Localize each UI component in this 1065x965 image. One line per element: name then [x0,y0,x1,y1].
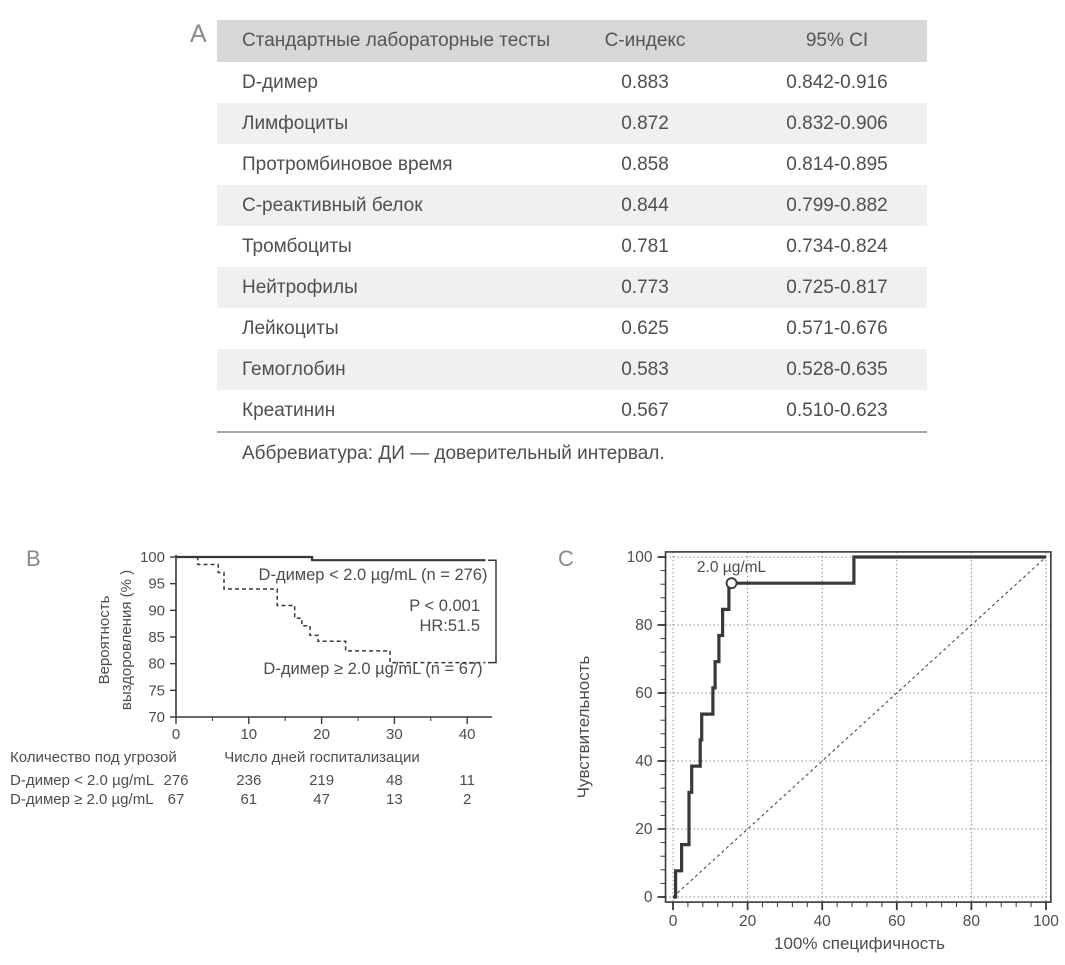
c-index-cell: 0.625 [621,317,669,339]
test-name-cell: Нейтрофилы [242,276,358,298]
risk-count: 47 [313,791,330,808]
risk-count: 13 [386,791,403,808]
roc-cutoff-marker [727,578,737,588]
c-index-cell: 0.583 [621,358,669,380]
risk-count: 236 [236,772,262,789]
ci-cell: 0.528-0.635 [786,358,888,380]
c-index-cell: 0.567 [621,399,669,421]
risk-count: 276 [163,772,189,789]
test-name-cell: Лейкоциты [242,317,339,339]
test-name-cell: D-димер [242,71,318,93]
table-row [217,308,927,349]
roc-xaxis-label: 100% специфичность [774,934,945,954]
km-yaxis-label-line1: Вероятность [96,595,113,685]
km-ytick-label: 95 [148,575,165,593]
ci-cell: 0.799-0.882 [786,194,888,216]
roc-xtick-label: 20 [738,913,757,931]
c-index-cell: 0.773 [621,276,669,298]
test-name-cell: Лимфоциты [242,112,349,134]
table-row [217,349,927,390]
km-legend-below-cutoff: D-димер < 2.0 µg/mL (n = 276) [258,566,488,584]
c-index-cell: 0.781 [621,235,669,257]
km-ytick-label: 100 [139,549,165,566]
km-plot [90,543,500,743]
roc-xtick-label: 60 [888,913,906,931]
roc-ytick-label: 20 [635,821,653,838]
table-header-row [217,20,927,62]
ci-cell: 0.832-0.906 [786,112,888,134]
km-legend-above-cutoff: D-димер ≥ 2.0 µg/mL (n = 67) [263,660,483,678]
test-name-cell: С-реактивный белок [242,194,423,216]
table-row [217,185,927,226]
roc-ytick-label: 40 [635,753,653,770]
ci-cell: 0.510-0.623 [786,399,888,421]
roc-cutoff-label: 2.0 µg/mL [696,559,767,577]
roc-frame [666,552,1051,902]
table-row [217,62,927,103]
c-index-cell: 0.883 [621,71,669,93]
test-name-cell: Гемоглобин [242,358,346,380]
panel-c-label: C [558,546,574,571]
roc-ytick-label: 0 [643,889,653,906]
risk-count: 48 [386,772,403,789]
km-xtick-label: 30 [386,726,403,743]
km-xtick-label: 0 [171,726,181,743]
c-index-cell: 0.872 [621,112,669,134]
test-name-cell: Креатинин [242,399,336,421]
ci-cell: 0.814-0.895 [786,153,888,175]
roc-xtick-label: 80 [962,913,981,931]
col-header-ci: 95% CI [805,30,869,51]
test-name-cell: Протромбиновое время [242,153,453,175]
km-hr: HR:51.5 [419,617,480,635]
km-bracket [488,560,496,662]
table-row [217,267,927,308]
roc-yaxis-label: Чувствительность [574,655,593,799]
table-bottom-rule [217,431,927,433]
table-footnote: Аббревиатура: ДИ — доверительный интервал. [242,443,665,464]
lab-tests-table [217,20,927,465]
km-xtick-label: 20 [313,726,330,743]
ci-cell: 0.571-0.676 [786,317,888,339]
table-row [217,390,927,431]
ci-cell: 0.734-0.824 [786,235,888,257]
col-header-test: Стандартные лабораторные тесты [242,30,551,51]
km-ytick-label: 70 [148,709,165,726]
c-index-cell: 0.844 [621,194,669,216]
km-yaxis-label-line2: выздоровления (% ) [118,569,135,711]
roc-xtick-label: 0 [668,913,678,931]
roc-ytick-label: 100 [626,549,653,566]
roc-ytick-label: 80 [635,617,653,634]
risk-table-title: Количество под угрозой [10,749,177,766]
km-ytick-label: 75 [148,682,165,700]
km-xtick-label: 10 [240,726,258,743]
risk-count: 11 [459,772,475,789]
test-name-cell: Тромбоциты [242,235,352,257]
km-curve-solid [176,557,485,560]
risk-count: 67 [167,791,185,808]
panel-a-label: A [190,20,207,48]
roc-xtick-label: 40 [813,913,831,931]
roc-ytick-label: 60 [635,685,653,702]
table-row [217,144,927,185]
table-row [217,103,927,144]
ci-cell: 0.725-0.817 [786,276,888,298]
c-index-cell: 0.858 [621,153,669,175]
km-ytick-label: 90 [148,602,165,620]
km-xaxis-label: Число дней госпитализации [224,749,420,766]
table-body [217,62,927,431]
risk-row-label: D-димер < 2.0 µg/mL [10,772,155,789]
km-pvalue: P < 0.001 [409,597,480,615]
roc-xtick-label: 100 [1033,913,1059,931]
panel-b-label: B [26,546,41,571]
risk-count: 61 [240,791,258,808]
risk-row-label: D-димер ≥ 2.0 µg/mL [10,791,154,808]
km-xtick-label: 40 [458,726,476,743]
col-header-cindex: С-индекс [604,30,686,51]
risk-count: 219 [309,772,335,789]
ci-cell: 0.842-0.916 [786,71,888,93]
risk-count: 2 [463,791,472,808]
table-row [217,226,927,267]
roc-plot [555,540,1065,965]
km-ytick-label: 80 [148,655,165,673]
km-ytick-label: 85 [148,629,165,646]
